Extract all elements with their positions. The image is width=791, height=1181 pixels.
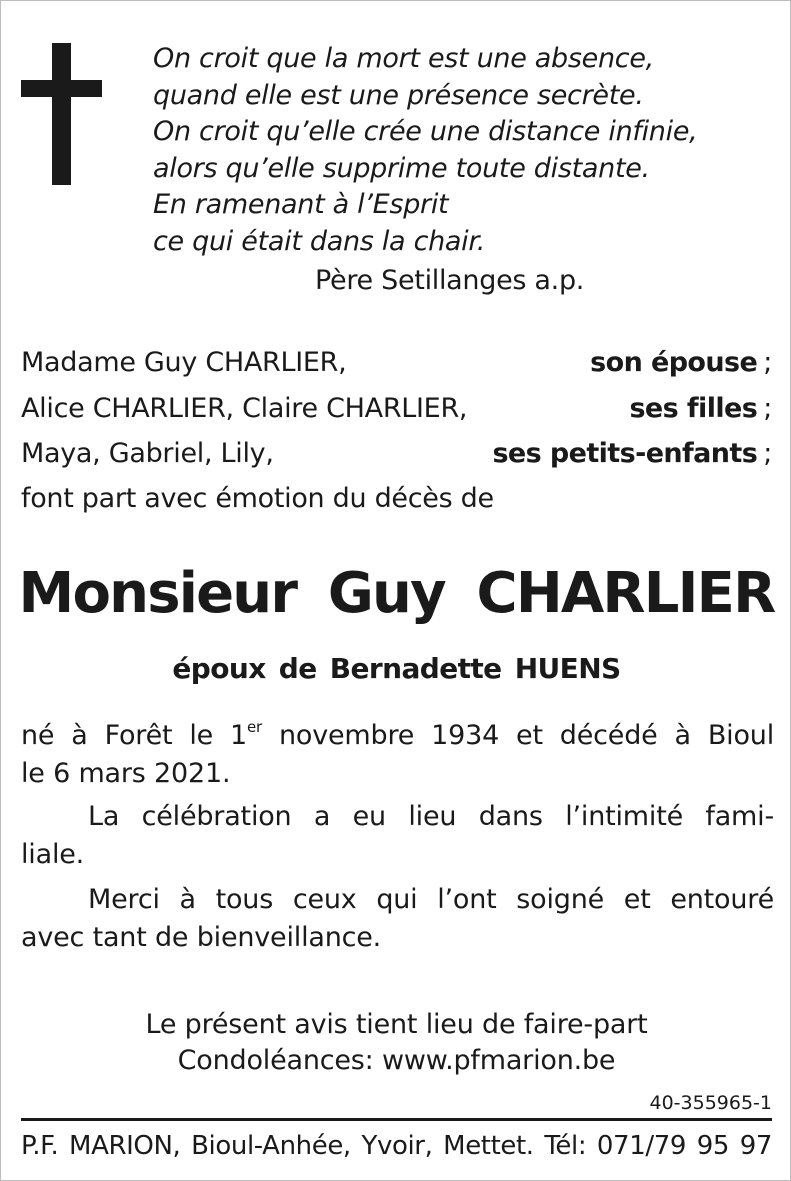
funeral-home-footer: P.F. MARION, Bioul-Anhée, Yvoir, Mettet. Tél: 071/79 95 97 [21, 1131, 772, 1161]
thanks-line-end: avec tant de bienveillance. [21, 922, 382, 953]
announcement: font part avec émotion du décès de [21, 483, 494, 514]
cross-icon [21, 43, 102, 185]
family-row-daughters [21, 389, 772, 429]
thanks-paragraph [21, 881, 774, 957]
death-date-line: le 6 mars 2021. [21, 758, 231, 789]
ceremony-line-end: liale. [21, 839, 85, 870]
family-relation: ses filles ; [629, 393, 772, 424]
ceremony-line: La célébration a eu lieu dans l’intimité fami- [88, 801, 774, 832]
poem-line: On croit qu’elle crée une distance infinie, [153, 116, 698, 147]
ceremony-paragraph [21, 798, 774, 874]
poem-line: ce qui était dans la chair. [153, 225, 485, 257]
family-names: Maya, Gabriel, Lily, [21, 438, 274, 469]
birth-line: né à Forêt le 1er novembre 1934 et décédé à Bioul [21, 718, 774, 751]
family-row-grandchildren [21, 434, 772, 474]
deceased-name: Monsieur Guy CHARLIER [18, 561, 775, 626]
reference-number: 40-355965-1 [649, 1092, 772, 1114]
family-names: Madame Guy CHARLIER, [21, 347, 347, 378]
thanks-line: Merci à tous ceux qui l’ont soigné et entouré [88, 884, 774, 915]
family-relation: son épouse ; [590, 347, 772, 378]
poem-line: On croit que la mort est une absence, [153, 43, 654, 74]
condolences-line: Condoléances: www.pfmarion.be [177, 1045, 616, 1076]
family-row-spouse [21, 343, 772, 383]
notice-line: Le présent avis tient lieu de faire-part [145, 1009, 648, 1040]
birth-death-paragraph [21, 717, 774, 793]
family-relation: ses petits-enfants ; [492, 438, 772, 469]
family-names: Alice CHARLIER, Claire CHARLIER, [21, 393, 468, 424]
poem-line: alors qu’elle supprime toute distante. [153, 152, 650, 184]
poem [153, 41, 697, 260]
divider [21, 1118, 772, 1121]
poem-line: quand elle est une présence secrète. [153, 79, 644, 111]
poem-author: Père Setillanges a.p. [315, 265, 585, 296]
poem-line: En ramenant à l’Esprit [153, 189, 449, 220]
spouse-line: époux de Bernadette HUENS [172, 652, 621, 685]
